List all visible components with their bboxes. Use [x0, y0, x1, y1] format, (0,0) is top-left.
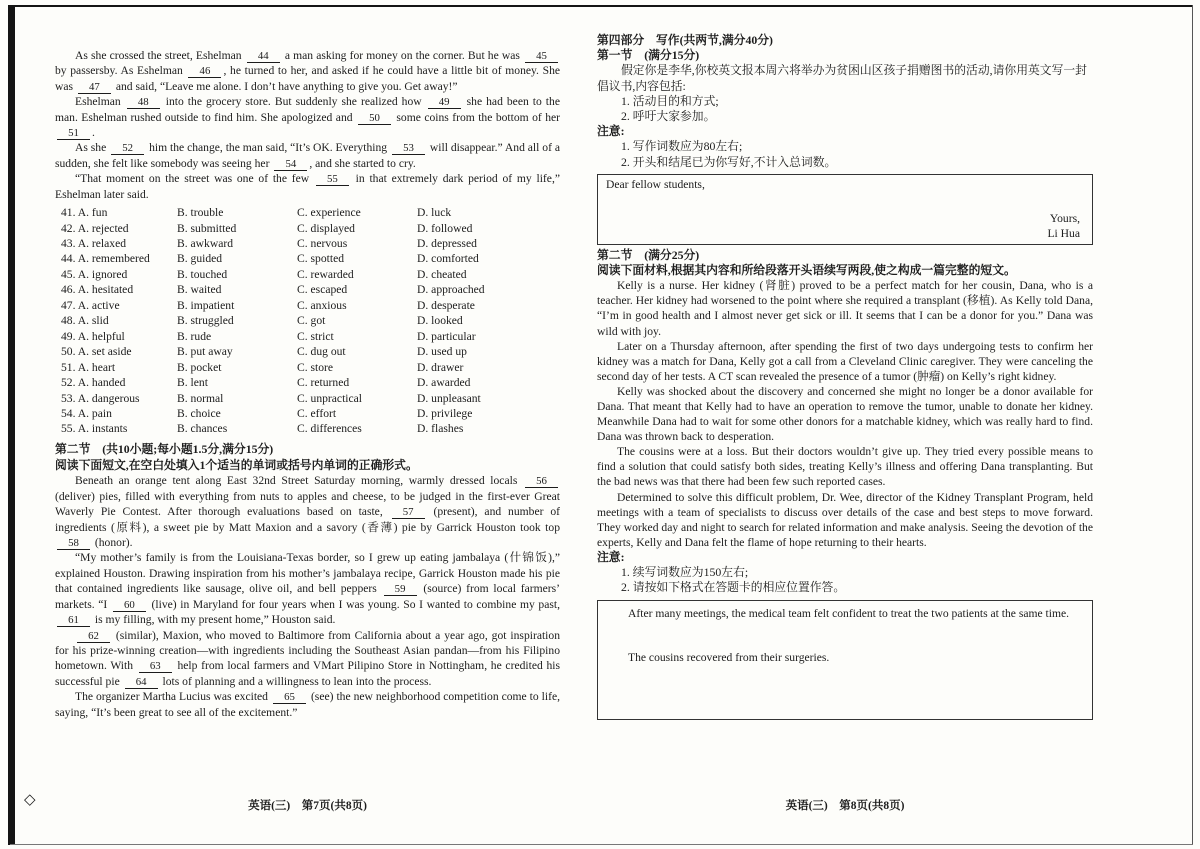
notice1-item: 2. 开头和结尾已为你写好,不计入总词数。 — [621, 154, 837, 169]
story-paragraph: The cousins were at a loss. But their doctors wouldn’t give up. They tried every possible means to find a solution that could satisfy both sides, treating Kelly’s illness and offering Dana transplanting. But the bad news was that there had been few such reported cases. — [597, 445, 1093, 489]
option-cell: B. normal — [177, 391, 224, 405]
story-paragraph: Determined to solve this difficult problem, Dr. Wee, director of the Kidney Transplant Program, held meetings with a team of specialists to discuss over details of the case and best steps to move forward. They worked day and night to search for related information and make analysis. Seeing the devotion of the experts, Kelly and Dana felt the flame of hope returning to their hearts. — [597, 490, 1093, 549]
option-cell: B. awkward — [177, 236, 234, 250]
blank-53: 53 — [392, 142, 425, 155]
blank-45: 45 — [525, 50, 558, 63]
gapfill-passage — [55, 473, 560, 720]
option-cell: B. chances — [177, 422, 228, 436]
cloze-paragraph: “That moment on the street was one of the few 55 in that extremely dark period of my life,” Eshelman later said. — [55, 172, 560, 201]
option-cell: 45. A. ignored — [61, 267, 128, 281]
option-cell: C. store — [297, 360, 334, 374]
story-passage — [597, 278, 1093, 550]
writing-section2-instruction: 阅读下面材料,根据其内容和所给段落开头语续写两段,使之构成一篇完整的短文。 — [597, 263, 1016, 278]
blank-65: 65 — [273, 691, 306, 704]
notice2-item: 2. 请按如下格式在答题卡的相应位置作答。 — [621, 580, 846, 595]
blank-64: 64 — [125, 676, 158, 689]
option-cell: 48. A. slid — [61, 314, 109, 328]
option-cell: D. followed — [417, 221, 473, 235]
option-cell: B. put away — [177, 345, 233, 359]
option-cell: D. desperate — [417, 298, 475, 312]
letter-salutation: Dear fellow students, — [606, 177, 705, 191]
option-cell: 49. A. helpful — [61, 329, 125, 343]
blank-56: 56 — [525, 475, 558, 488]
cloze-passage — [55, 48, 560, 202]
cloze-paragraph: As she 52 him the change, the man said, “It’s OK. Everything 53 will disappear.” And all of a sudden, she felt like somebody was seeing her 54 , and she started to cry. — [55, 141, 560, 170]
scan-border-left — [8, 5, 15, 845]
option-cell: C. differences — [297, 422, 362, 436]
writing-task-intro: 假定你是李华,你校英文报本周六将举办为贫困山区孩子捐赠图书的活动,请你用英文写一封倡议书,内容包括: — [597, 63, 1087, 93]
option-cell: 44. A. remembered — [61, 252, 150, 266]
cloze-options-table — [61, 205, 560, 437]
option-cell: D. approached — [417, 283, 485, 297]
writing-section1-heading: 第一节 (满分15分) — [597, 48, 700, 63]
blank-47: 47 — [78, 81, 111, 94]
option-cell: D. drawer — [417, 360, 464, 374]
writing-task-point: 2. 呼吁大家参加。 — [621, 109, 716, 124]
letter-answer-box — [597, 174, 1093, 245]
option-cell: C. returned — [297, 376, 350, 390]
option-cell: B. impatient — [177, 298, 235, 312]
page-8-footer: 英语(三) 第8页(共8页) — [785, 800, 905, 812]
option-cell: C. dug out — [297, 345, 346, 359]
option-cell: D. privilege — [417, 406, 473, 420]
option-cell: B. choice — [177, 406, 221, 420]
blank-57: 57 — [392, 506, 425, 519]
page-8 — [597, 33, 1093, 720]
page-7 — [55, 48, 560, 720]
option-cell: C. nervous — [297, 236, 348, 250]
letter-signature-block — [1047, 211, 1080, 241]
option-cell: D. flashes — [417, 422, 464, 436]
option-cell: 55. A. instants — [61, 422, 128, 436]
option-cell: C. strict — [297, 329, 334, 343]
notice2-label: 注意: — [597, 549, 625, 564]
writing-section2-heading: 第二节 (满分25分) — [597, 247, 700, 262]
option-cell: B. trouble — [177, 206, 224, 220]
diamond-mark: ◇ — [24, 792, 36, 808]
blank-48: 48 — [127, 96, 160, 109]
page-7-footer: 英语(三) 第7页(共8页) — [248, 800, 367, 812]
blank-61: 61 — [57, 614, 90, 627]
gapfill-paragraph: 62 (similar), Maxion, who moved to Baltimore from California about a year ago, got inspiration for his prize-winning creation—with ingredients including the Southeast Asian pandan—from his Filipino hometown. With 63 help from local farmers and VMart Pilipino Store in Nottingham, he credited his successful pie 64 lots of planning and a willingness to lean into the process. — [55, 628, 560, 688]
cloze-paragraph: As she crossed the street, Eshelman 44 a man asking for money on the corner. But he was 45 by passersby. As Eshelman 46 , he turned to her, and asked if he could have a little bit of money. She was 47 and said, “Leave me alone. I don’t have anything to give you. Get away!” — [55, 49, 561, 93]
option-cell: C. displayed — [297, 221, 355, 235]
option-cell: C. anxious — [297, 298, 347, 312]
option-cell: D. looked — [417, 314, 463, 328]
blank-44: 44 — [247, 50, 280, 63]
option-cell: 50. A. set aside — [61, 345, 132, 359]
option-cell: C. escaped — [297, 283, 348, 297]
notice1-label: 注意: — [597, 124, 625, 139]
story-paragraph: Kelly was shocked about the discovery and concerned she might no longer be a donor available for Dana. That meant that Kelly had to have an operation to remove the tumor, unable to donate her kidney. Meanwhile Dana had to wait for some other donors for a matchable kidney, which was really hard to find. Dana was thrown back to desperation. — [597, 384, 1093, 444]
story-paragraph: Later on a Thursday afternoon, after spending the first of two days undergoing tests to confirm her kidney was a match for Dana, Kelly got a call from a Cleveland Clinic caregiver. They were canceling the second day of her tests. A CT scan revealed the presence of a tumor (肿瘤) on Kelly’s right kidney. — [597, 339, 1093, 383]
scan-border-top — [10, 5, 1193, 7]
blank-52: 52 — [111, 142, 144, 155]
option-cell: D. comforted — [417, 252, 479, 266]
option-cell: C. spotted — [297, 252, 345, 266]
option-cell: C. rewarded — [297, 267, 354, 281]
option-cell: 46. A. hesitated — [61, 283, 134, 297]
story-paragraph: Kelly is a nurse. Her kidney (肾脏) proved to be a perfect match for her cousin, Dana, who is a teacher. Her kidney had worsened to the point where she required a transplant (移植). As Kelly told Dana, “I’m in good health and I almost never get sick or ill. It seems that I can be a donor for you.” Dana was wild with joy. — [597, 279, 1093, 338]
option-cell: 42. A. rejected — [61, 221, 129, 235]
option-cell: 52. A. handed — [61, 376, 126, 390]
option-cell: 41. A. fun — [61, 206, 108, 220]
option-cell: 51. A. heart — [61, 360, 116, 374]
continuation-opening-2: The cousins recovered from their surgeries. — [628, 650, 830, 664]
blank-58: 58 — [57, 537, 90, 550]
option-cell: B. submitted — [177, 221, 237, 235]
continuation-opening-1: After many meetings, the medical team felt confident to treat the two patients at the same time. — [628, 606, 1070, 620]
option-cell: C. unpractical — [297, 391, 363, 405]
option-cell: D. awarded — [417, 376, 471, 390]
scan-border-bottom — [10, 844, 1193, 845]
option-cell: B. waited — [177, 283, 222, 297]
option-cell: B. lent — [177, 376, 208, 390]
blank-49: 49 — [428, 96, 461, 109]
option-cell: 47. A. active — [61, 298, 120, 312]
option-cell: D. depressed — [417, 236, 477, 250]
notice1-item: 1. 写作词数应为80左右; — [621, 139, 743, 154]
option-cell: B. struggled — [177, 314, 234, 328]
continuation-answer-box — [597, 600, 1093, 720]
option-cell: C. got — [297, 314, 326, 328]
letter-closing: Yours, — [1049, 211, 1080, 225]
blank-50: 50 — [358, 112, 391, 125]
option-cell: D. particular — [417, 329, 476, 343]
blank-63: 63 — [139, 660, 172, 673]
blank-60: 60 — [113, 599, 146, 612]
option-cell: C. experience — [297, 206, 361, 220]
part4-heading: 第四部分 写作(共两节,满分40分) — [597, 33, 773, 47]
cloze-paragraph: Eshelman 48 into the grocery store. But suddenly she realized how 49 she had been to the man. Eshelman rushed outside to find him. She apologized and 50 some coins from the bottom of her 51 . — [55, 95, 561, 140]
blank-54: 54 — [274, 158, 307, 171]
option-cell: D. luck — [417, 206, 452, 220]
gapfill-paragraph: Beneath an orange tent along East 32nd Street Saturday morning, warmly dressed locals 56 (deliver) pies, filled with everything from nuts to apples and cheese, to be judged in the first-ever Great Waverly Pie Contest. After thorough evaluations based on taste, 57 (present), and number of ingredients (原料), a sweet pie by Matt Maxion and a savory (香薄) pie by Garrick Houston took top 58 (honor). — [55, 474, 560, 550]
blank-59: 59 — [384, 583, 417, 596]
notice2-item: 1. 续写词数应为150左右; — [621, 565, 749, 580]
blank-46: 46 — [188, 65, 221, 78]
option-cell: B. touched — [177, 267, 228, 281]
option-cell: D. cheated — [417, 267, 467, 281]
option-cell: 43. A. relaxed — [61, 236, 127, 250]
scan-border-right — [1192, 5, 1193, 845]
blank-62: 62 — [77, 630, 110, 643]
option-cell: B. guided — [177, 252, 223, 266]
option-cell: C. effort — [297, 406, 337, 420]
grammar-section-heading: 第二节 (共10小题;每小题1.5分,满分15分) — [55, 441, 274, 456]
option-cell: 53. A. dangerous — [61, 391, 140, 405]
gapfill-paragraph: “My mother’s family is from the Louisiana-Texas border, so I grew up eating jambalaya (什锦饭),” explained Houston. Drawing inspiration from his mother’s jambalaya recipe, Garrick Houston made his pie that contained ingredients like sausage, olive oil, and bell peppers 59 (source) from local farmers’ markets. “I 60 (live) in Maryland for four years when I was young. So I wanted to combine my past, 61 is my filling, with my present home,” Houston said. — [55, 551, 560, 627]
option-cell: D. used up — [417, 345, 467, 359]
grammar-section-instruction: 阅读下面短文,在空白处填入1个适当的单词或括号内单词的正确形式。 — [55, 457, 418, 472]
option-cell: B. pocket — [177, 360, 222, 374]
gapfill-paragraph: The organizer Martha Lucius was excited 65 (see) the new neighborhood competition come to life, saying, “It’s been great to see all of the excitement.” — [55, 690, 561, 719]
blank-51: 51 — [57, 127, 90, 140]
option-cell: D. unpleasant — [417, 391, 481, 405]
writing-task-point: 1. 活动目的和方式; — [621, 93, 719, 108]
option-cell: 54. A. pain — [61, 406, 112, 420]
option-cell: B. rude — [177, 329, 212, 343]
letter-signature: Li Hua — [1047, 226, 1080, 240]
blank-55: 55 — [316, 173, 349, 186]
